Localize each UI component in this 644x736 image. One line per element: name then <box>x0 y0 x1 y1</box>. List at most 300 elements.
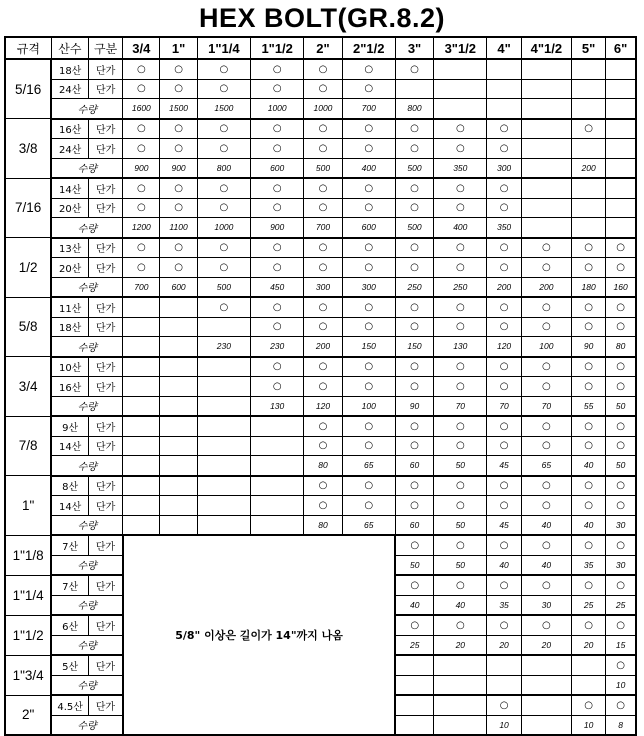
avail-cell: ○ <box>434 476 487 496</box>
avail-cell: ○ <box>123 119 160 139</box>
avail-cell: ○ <box>251 238 304 258</box>
avail-cell: ○ <box>434 198 487 218</box>
avail-cell: ○ <box>521 615 571 635</box>
qty-cell: 700 <box>304 218 342 238</box>
qty-cell: 70 <box>521 396 571 416</box>
avail-cell: ○ <box>395 436 433 456</box>
avail-cell <box>123 436 160 456</box>
thread-cell: 11산 <box>51 297 88 317</box>
thread-cell: 5산 <box>51 655 88 675</box>
qty-cell <box>160 337 197 357</box>
price-label: 단가 <box>89 178 123 198</box>
table-row <box>5 416 636 436</box>
qty-cell <box>487 99 521 119</box>
avail-cell: ○ <box>160 198 197 218</box>
avail-cell <box>123 377 160 397</box>
price-label: 단가 <box>89 79 123 99</box>
qty-cell: 160 <box>606 277 636 297</box>
spec-cell: 1"1/8 <box>5 535 51 575</box>
avail-cell <box>487 59 521 79</box>
qty-cell: 1000 <box>197 218 250 238</box>
qty-cell: 50 <box>434 515 487 535</box>
avail-cell: ○ <box>395 357 433 377</box>
avail-cell: ○ <box>251 139 304 159</box>
avail-cell: ○ <box>123 258 160 278</box>
avail-cell <box>123 496 160 516</box>
avail-cell <box>197 436 250 456</box>
thread-cell: 20산 <box>51 198 88 218</box>
qty-cell: 90 <box>395 396 433 416</box>
avail-cell: ○ <box>571 436 605 456</box>
table-row <box>5 198 636 218</box>
avail-cell: ○ <box>606 357 636 377</box>
avail-cell: ○ <box>304 258 342 278</box>
table-row <box>5 436 636 456</box>
avail-cell: ○ <box>342 178 395 198</box>
avail-cell: ○ <box>434 357 487 377</box>
avail-cell <box>434 695 487 715</box>
thread-cell: 7산 <box>51 575 88 595</box>
avail-cell: ○ <box>487 535 521 555</box>
avail-cell: ○ <box>342 238 395 258</box>
qty-cell: 10 <box>487 715 521 735</box>
thread-cell: 18산 <box>51 59 88 79</box>
qty-cell: 40 <box>521 515 571 535</box>
avail-cell: ○ <box>342 436 395 456</box>
qty-cell: 20 <box>571 635 605 655</box>
qty-cell <box>123 396 160 416</box>
avail-cell: ○ <box>251 198 304 218</box>
avail-cell: ○ <box>304 357 342 377</box>
avail-cell <box>160 496 197 516</box>
qty-cell <box>197 515 250 535</box>
avail-cell: ○ <box>606 297 636 317</box>
avail-cell: ○ <box>304 59 342 79</box>
page-title: HEX BOLT(GR.8.2) <box>198 3 446 33</box>
avail-cell: ○ <box>434 535 487 555</box>
qty-cell: 800 <box>395 99 433 119</box>
avail-cell: ○ <box>521 476 571 496</box>
avail-cell: ○ <box>434 575 487 595</box>
qty-label: 수량 <box>51 515 122 535</box>
spec-cell: 3/4 <box>5 357 51 417</box>
avail-cell: ○ <box>197 79 250 99</box>
qty-cell <box>395 715 433 735</box>
price-label: 단가 <box>89 59 123 79</box>
qty-cell: 65 <box>342 515 395 535</box>
thread-cell: 14산 <box>51 496 88 516</box>
qty-cell: 180 <box>571 277 605 297</box>
avail-cell: ○ <box>606 317 636 337</box>
avail-cell <box>123 357 160 377</box>
avail-cell: ○ <box>571 297 605 317</box>
qty-cell: 300 <box>304 277 342 297</box>
avail-cell: ○ <box>342 476 395 496</box>
avail-cell: ○ <box>251 59 304 79</box>
avail-cell <box>571 139 605 159</box>
spec-cell: 1"1/2 <box>5 615 51 655</box>
thread-cell: 7산 <box>51 535 88 555</box>
avail-cell <box>123 297 160 317</box>
avail-cell: ○ <box>571 416 605 436</box>
avail-cell: ○ <box>606 535 636 555</box>
spec-cell: 1/2 <box>5 238 51 298</box>
qty-cell: 25 <box>606 595 636 615</box>
qty-cell <box>251 456 304 476</box>
avail-cell <box>197 357 250 377</box>
qty-cell: 40 <box>395 595 433 615</box>
avail-cell: ○ <box>487 178 521 198</box>
qty-cell <box>160 515 197 535</box>
qty-cell: 70 <box>434 396 487 416</box>
avail-cell: ○ <box>395 575 433 595</box>
thread-cell: 18산 <box>51 317 88 337</box>
avail-cell <box>571 79 605 99</box>
qty-cell: 300 <box>342 277 395 297</box>
qty-cell: 40 <box>434 595 487 615</box>
avail-cell: ○ <box>304 79 342 99</box>
thread-cell: 20산 <box>51 258 88 278</box>
qty-cell: 55 <box>571 396 605 416</box>
table-row <box>5 139 636 159</box>
qty-cell: 20 <box>487 635 521 655</box>
avail-cell: ○ <box>251 377 304 397</box>
avail-cell: ○ <box>434 436 487 456</box>
avail-cell: ○ <box>304 436 342 456</box>
avail-cell: ○ <box>606 416 636 436</box>
avail-cell <box>434 59 487 79</box>
avail-cell <box>197 496 250 516</box>
qty-cell: 500 <box>304 158 342 178</box>
qty-cell: 25 <box>395 635 433 655</box>
avail-cell <box>606 119 636 139</box>
avail-cell <box>197 416 250 436</box>
avail-cell <box>160 297 197 317</box>
avail-cell: ○ <box>395 119 433 139</box>
avail-cell <box>251 476 304 496</box>
qty-cell: 1500 <box>197 99 250 119</box>
avail-cell: ○ <box>197 238 250 258</box>
qty-row <box>5 456 636 476</box>
avail-cell: ○ <box>395 198 433 218</box>
header-spec: 규격 <box>5 37 51 59</box>
table-row <box>5 496 636 516</box>
qty-cell: 1100 <box>160 218 197 238</box>
thread-cell: 16산 <box>51 119 88 139</box>
qty-cell: 900 <box>123 158 160 178</box>
avail-cell: ○ <box>606 476 636 496</box>
avail-cell: ○ <box>342 258 395 278</box>
qty-cell: 1000 <box>251 99 304 119</box>
header-length: 1" <box>160 37 197 59</box>
qty-cell: 600 <box>251 158 304 178</box>
price-label: 단가 <box>89 377 123 397</box>
avail-cell: ○ <box>606 377 636 397</box>
avail-cell: ○ <box>571 496 605 516</box>
thread-cell: 14산 <box>51 178 88 198</box>
qty-cell: 70 <box>487 396 521 416</box>
avail-cell: ○ <box>304 317 342 337</box>
thread-cell: 14산 <box>51 436 88 456</box>
avail-cell: ○ <box>251 79 304 99</box>
table-row <box>5 535 636 555</box>
avail-cell: ○ <box>395 178 433 198</box>
avail-cell <box>160 377 197 397</box>
avail-cell: ○ <box>160 258 197 278</box>
avail-cell: ○ <box>304 178 342 198</box>
qty-cell <box>521 218 571 238</box>
price-label: 단가 <box>89 258 123 278</box>
thread-cell: 16산 <box>51 377 88 397</box>
avail-cell: ○ <box>606 496 636 516</box>
qty-cell <box>160 456 197 476</box>
note-text: 5/8" 이상은 길이가 14"까지 나옴 <box>123 535 396 735</box>
price-label: 단가 <box>89 476 123 496</box>
avail-cell: ○ <box>123 79 160 99</box>
avail-cell: ○ <box>342 357 395 377</box>
avail-cell: ○ <box>434 416 487 436</box>
qty-cell: 30 <box>606 515 636 535</box>
avail-cell <box>395 695 433 715</box>
avail-cell: ○ <box>487 317 521 337</box>
avail-cell: ○ <box>304 139 342 159</box>
qty-label: 수량 <box>51 635 122 655</box>
avail-cell: ○ <box>395 297 433 317</box>
avail-cell: ○ <box>487 198 521 218</box>
thread-cell: 6산 <box>51 615 88 635</box>
qty-cell: 45 <box>487 515 521 535</box>
avail-cell: ○ <box>521 377 571 397</box>
avail-cell: ○ <box>434 615 487 635</box>
qty-cell: 1500 <box>160 99 197 119</box>
price-label: 단가 <box>89 119 123 139</box>
price-label: 단가 <box>89 238 123 258</box>
qty-cell <box>197 456 250 476</box>
qty-cell: 60 <box>395 515 433 535</box>
header-kind: 구분 <box>89 37 123 59</box>
qty-cell <box>606 158 636 178</box>
qty-cell: 65 <box>342 456 395 476</box>
avail-cell: ○ <box>342 297 395 317</box>
avail-cell: ○ <box>342 377 395 397</box>
avail-cell: ○ <box>487 416 521 436</box>
avail-cell: ○ <box>571 615 605 635</box>
avail-cell: ○ <box>521 575 571 595</box>
qty-cell: 400 <box>434 218 487 238</box>
qty-cell: 400 <box>342 158 395 178</box>
avail-cell <box>571 59 605 79</box>
avail-cell <box>197 317 250 337</box>
table-row <box>5 476 636 496</box>
qty-cell <box>395 675 433 695</box>
avail-cell: ○ <box>197 178 250 198</box>
avail-cell: ○ <box>487 615 521 635</box>
qty-label: 수량 <box>51 555 122 575</box>
qty-cell <box>606 99 636 119</box>
qty-label: 수량 <box>51 277 122 297</box>
avail-cell: ○ <box>197 59 250 79</box>
qty-cell <box>197 396 250 416</box>
avail-cell: ○ <box>395 496 433 516</box>
price-label: 단가 <box>89 615 123 635</box>
spec-cell: 2" <box>5 695 51 735</box>
qty-cell <box>123 456 160 476</box>
avail-cell: ○ <box>395 238 433 258</box>
qty-label: 수량 <box>51 158 122 178</box>
avail-cell: ○ <box>342 79 395 99</box>
qty-cell: 1600 <box>123 99 160 119</box>
avail-cell: ○ <box>487 436 521 456</box>
avail-cell: ○ <box>123 178 160 198</box>
avail-cell <box>521 139 571 159</box>
spec-cell: 7/16 <box>5 178 51 238</box>
table-row <box>5 178 636 198</box>
avail-cell <box>521 198 571 218</box>
qty-cell: 200 <box>304 337 342 357</box>
qty-cell: 45 <box>487 456 521 476</box>
qty-cell: 50 <box>434 555 487 575</box>
thread-cell: 24산 <box>51 79 88 99</box>
qty-cell: 50 <box>434 456 487 476</box>
avail-cell <box>251 416 304 436</box>
avail-cell <box>521 695 571 715</box>
qty-label: 수량 <box>51 675 122 695</box>
avail-cell: ○ <box>395 615 433 635</box>
avail-cell: ○ <box>521 436 571 456</box>
avail-cell: ○ <box>251 357 304 377</box>
qty-cell: 40 <box>521 555 571 575</box>
qty-cell: 120 <box>304 396 342 416</box>
avail-cell <box>487 79 521 99</box>
avail-cell: ○ <box>487 238 521 258</box>
qty-cell <box>521 715 571 735</box>
qty-label: 수량 <box>51 396 122 416</box>
avail-cell: ○ <box>521 238 571 258</box>
qty-cell: 130 <box>434 337 487 357</box>
avail-cell: ○ <box>395 535 433 555</box>
avail-cell: ○ <box>521 416 571 436</box>
qty-cell: 35 <box>487 595 521 615</box>
header-length: 6" <box>606 37 636 59</box>
avail-cell: ○ <box>487 377 521 397</box>
avail-cell <box>123 476 160 496</box>
avail-cell <box>160 476 197 496</box>
avail-cell: ○ <box>434 139 487 159</box>
table-row <box>5 119 636 139</box>
avail-cell: ○ <box>395 59 433 79</box>
avail-cell <box>521 178 571 198</box>
avail-cell <box>160 416 197 436</box>
spec-cell: 1"3/4 <box>5 655 51 695</box>
qty-cell: 20 <box>521 635 571 655</box>
avail-cell: ○ <box>197 139 250 159</box>
avail-cell: ○ <box>304 496 342 516</box>
qty-cell <box>571 99 605 119</box>
avail-cell: ○ <box>571 377 605 397</box>
qty-label: 수량 <box>51 99 122 119</box>
avail-cell <box>521 59 571 79</box>
avail-cell: ○ <box>434 496 487 516</box>
qty-cell: 230 <box>197 337 250 357</box>
avail-cell: ○ <box>487 297 521 317</box>
qty-cell: 350 <box>434 158 487 178</box>
avail-cell <box>434 655 487 675</box>
qty-cell <box>251 515 304 535</box>
table-row <box>5 59 636 79</box>
avail-cell <box>521 655 571 675</box>
avail-cell: ○ <box>606 575 636 595</box>
qty-cell: 40 <box>487 555 521 575</box>
avail-cell: ○ <box>521 496 571 516</box>
avail-cell <box>160 317 197 337</box>
avail-cell <box>521 119 571 139</box>
avail-cell: ○ <box>160 119 197 139</box>
avail-cell: ○ <box>197 297 250 317</box>
qty-cell <box>521 158 571 178</box>
avail-cell <box>251 496 304 516</box>
qty-row <box>5 158 636 178</box>
avail-cell: ○ <box>251 317 304 337</box>
qty-cell <box>521 675 571 695</box>
avail-cell: ○ <box>251 119 304 139</box>
avail-cell: ○ <box>487 357 521 377</box>
qty-cell: 30 <box>606 555 636 575</box>
qty-cell: 350 <box>487 218 521 238</box>
thread-cell: 9산 <box>51 416 88 436</box>
avail-cell: ○ <box>606 615 636 635</box>
qty-cell: 1200 <box>123 218 160 238</box>
avail-cell: ○ <box>197 119 250 139</box>
avail-cell <box>197 476 250 496</box>
qty-cell: 10 <box>571 715 605 735</box>
avail-cell: ○ <box>606 655 636 675</box>
avail-cell <box>521 79 571 99</box>
avail-cell: ○ <box>160 139 197 159</box>
qty-cell <box>434 99 487 119</box>
spec-cell: 7/8 <box>5 416 51 476</box>
qty-cell <box>123 515 160 535</box>
qty-cell: 65 <box>521 456 571 476</box>
qty-cell: 230 <box>251 337 304 357</box>
qty-cell: 500 <box>395 218 433 238</box>
qty-cell: 150 <box>342 337 395 357</box>
table-row <box>5 357 636 377</box>
avail-cell: ○ <box>487 119 521 139</box>
avail-cell: ○ <box>160 79 197 99</box>
price-label: 단가 <box>89 297 123 317</box>
avail-cell: ○ <box>487 695 521 715</box>
avail-cell: ○ <box>571 258 605 278</box>
qty-cell <box>571 218 605 238</box>
qty-row <box>5 99 636 119</box>
qty-cell: 250 <box>395 277 433 297</box>
avail-cell: ○ <box>342 119 395 139</box>
avail-cell <box>487 655 521 675</box>
avail-cell: ○ <box>487 496 521 516</box>
avail-cell: ○ <box>521 317 571 337</box>
avail-cell: ○ <box>395 317 433 337</box>
avail-cell: ○ <box>571 476 605 496</box>
qty-row <box>5 337 636 357</box>
avail-cell: ○ <box>304 198 342 218</box>
avail-cell: ○ <box>434 377 487 397</box>
price-label: 단가 <box>89 575 123 595</box>
qty-cell <box>606 218 636 238</box>
table-row <box>5 317 636 337</box>
avail-cell: ○ <box>434 297 487 317</box>
header-row <box>5 37 636 59</box>
qty-cell <box>571 675 605 695</box>
